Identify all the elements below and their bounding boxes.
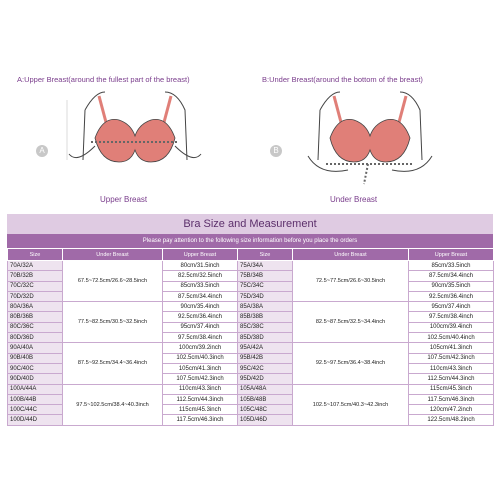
panel-b-marker: B — [270, 145, 282, 157]
size-cell: 70C/32C — [8, 281, 63, 291]
upper-breast-figure — [55, 90, 215, 200]
size-chart-title: Bra Size and Measurement — [7, 214, 493, 234]
under-breast-cell: 67.5~72.5cm/26.6~28.5inch — [63, 261, 163, 302]
size-cell: 85D/38D — [238, 333, 293, 343]
upper-breast-cell: 95cm/37.4inch — [409, 302, 494, 312]
upper-breast-cell: 112.5cm/44.3inch — [409, 374, 494, 384]
upper-breast-cell: 85cm/33.5inch — [409, 261, 494, 271]
upper-breast-cell: 85cm/33.5inch — [163, 281, 238, 291]
under-breast-cell: 97.5~102.5cm/38.4~40.3inch — [63, 384, 163, 425]
size-cell: 100C/44C — [8, 405, 63, 415]
size-cell: 95A/42A — [238, 343, 293, 353]
upper-breast-cell: 110cm/43.3inch — [409, 363, 494, 373]
size-table-body — [8, 261, 494, 426]
upper-breast-cell: 105cm/41.3inch — [163, 363, 238, 373]
upper-breast-cell: 80cm/31.5inch — [163, 261, 238, 271]
upper-breast-cell: 117.5cm/46.3inch — [163, 415, 238, 425]
under-breast-label: Under Breast — [330, 195, 378, 204]
upper-breast-cell: 87.5cm/34.4inch — [409, 271, 494, 281]
upper-breast-cell: 92.5cm/36.4inch — [409, 291, 494, 301]
size-cell: 90C/40C — [8, 363, 63, 373]
upper-breast-cell: 90cm/35.5inch — [409, 281, 494, 291]
bra-cups — [95, 119, 175, 162]
size-chart-notice: Please pay attention to the following size information before you place the orders — [7, 234, 493, 248]
size-cell: 90D/40D — [8, 374, 63, 384]
header-upper-breast: Upper Breast — [409, 249, 494, 261]
size-cell: 80D/36D — [8, 333, 63, 343]
upper-breast-cell: 102.5cm/40.4inch — [409, 333, 494, 343]
tape-hanging — [364, 164, 368, 184]
size-cell: 70B/32B — [8, 271, 63, 281]
upper-breast-label: Upper Breast — [100, 195, 148, 204]
upper-breast-cell: 97.5cm/38.4inch — [409, 312, 494, 322]
size-cell: 80C/36C — [8, 322, 63, 332]
upper-breast-cell: 112.5cm/44.3inch — [163, 394, 238, 404]
upper-breast-cell: 107.5cm/42.3inch — [163, 374, 238, 384]
size-cell: 105B/48B — [238, 394, 293, 404]
table-row — [8, 261, 494, 271]
under-breast-cell: 72.5~77.5cm/26.6~30.5inch — [293, 261, 409, 302]
upper-breast-cell: 100cm/39.2inch — [163, 343, 238, 353]
under-breast-cell: 82.5~87.5cm/32.5~34.4inch — [293, 302, 409, 343]
size-cell: 100A/44A — [8, 384, 63, 394]
upper-breast-cell: 90cm/35.4inch — [163, 302, 238, 312]
upper-breast-cell: 120cm/47.2inch — [409, 405, 494, 415]
table-row — [8, 343, 494, 353]
upper-breast-cell: 115cm/45.3inch — [409, 384, 494, 394]
header-under-breast: Under Breast — [293, 249, 409, 261]
upper-breast-caption: A:Upper Breast(around the fullest part of the breast) — [17, 75, 190, 84]
under-breast-cell: 92.5~97.5cm/36.4~38.4inch — [293, 343, 409, 384]
upper-breast-cell: 102.5cm/40.3inch — [163, 353, 238, 363]
upper-breast-cell: 100cm/39.4inch — [409, 322, 494, 332]
size-cell: 80B/36B — [8, 312, 63, 322]
size-cell: 95B/42B — [238, 353, 293, 363]
upper-breast-cell: 82.5cm/32.5inch — [163, 271, 238, 281]
upper-breast-cell: 95cm/37.4inch — [163, 322, 238, 332]
size-cell: 70A/32A — [8, 261, 63, 271]
under-breast-figure — [290, 90, 450, 200]
under-breast-cell: 77.5~82.5cm/30.5~32.5inch — [63, 302, 163, 343]
size-cell: 105D/46D — [238, 415, 293, 425]
upper-breast-cell: 115cm/45.3inch — [163, 405, 238, 415]
size-cell: 75B/34B — [238, 271, 293, 281]
size-cell: 85A/38A — [238, 302, 293, 312]
size-cell: 70D/32D — [8, 291, 63, 301]
table-header-row — [8, 249, 494, 261]
upper-breast-cell: 122.5cm/48.2inch — [409, 415, 494, 425]
size-cell: 90B/40B — [8, 353, 63, 363]
bra-cups — [330, 119, 410, 162]
upper-breast-cell: 107.5cm/42.3inch — [409, 353, 494, 363]
header-upper-breast: Upper Breast — [163, 249, 238, 261]
arm-right — [175, 146, 201, 158]
size-cell: 105A/48A — [238, 384, 293, 394]
under-breast-caption: B:Under Breast(around the bottom of the breast) — [262, 75, 423, 84]
size-chart — [7, 214, 493, 426]
size-cell: 80A/36A — [8, 302, 63, 312]
arm-left — [69, 146, 95, 158]
header-under-breast: Under Breast — [63, 249, 163, 261]
size-cell: 100D/44D — [8, 415, 63, 425]
table-row — [8, 384, 494, 394]
size-cell: 90A/40A — [8, 343, 63, 353]
upper-breast-cell: 92.5cm/36.4inch — [163, 312, 238, 322]
size-cell: 100B/44B — [8, 394, 63, 404]
size-cell: 95C/42C — [238, 363, 293, 373]
size-cell: 75D/34D — [238, 291, 293, 301]
header-size: Size — [238, 249, 293, 261]
size-cell: 105C/48C — [238, 405, 293, 415]
upper-breast-cell: 105cm/41.3inch — [409, 343, 494, 353]
upper-breast-cell: 117.5cm/46.3inch — [409, 394, 494, 404]
under-breast-cell: 87.5~92.5cm/34.4~36.4inch — [63, 343, 163, 384]
table-row — [8, 302, 494, 312]
upper-breast-cell: 97.5cm/38.4inch — [163, 333, 238, 343]
upper-breast-cell: 110cm/43.3inch — [163, 384, 238, 394]
size-cell: 75C/34C — [238, 281, 293, 291]
size-table — [7, 248, 494, 426]
size-cell: 85C/38C — [238, 322, 293, 332]
under-breast-cell: 102.5~107.5cm/40.3~42.3inch — [293, 384, 409, 425]
panel-a-marker: A — [36, 145, 48, 157]
size-cell: 75A/34A — [238, 261, 293, 271]
size-cell: 95D/42D — [238, 374, 293, 384]
size-cell: 85B/38B — [238, 312, 293, 322]
upper-breast-cell: 87.5cm/34.4inch — [163, 291, 238, 301]
header-size: Size — [8, 249, 63, 261]
